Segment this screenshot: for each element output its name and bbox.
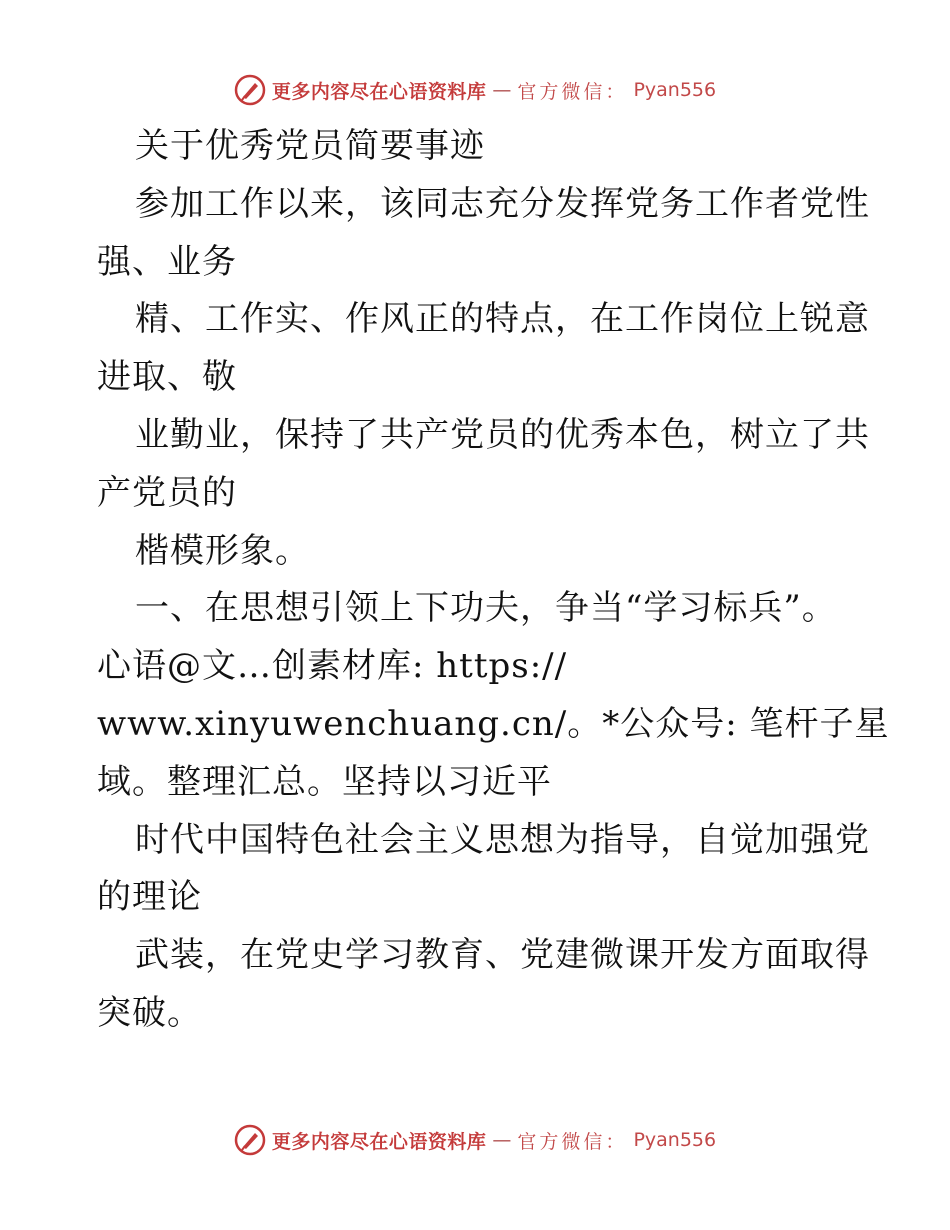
text-line: 时代中国特色社会主义思想为指导，自觉加强党 <box>135 819 870 860</box>
quill-pen-logo-icon <box>234 74 266 106</box>
watermark-wechat-id: Pyan556 <box>633 79 717 101</box>
text-line: 的理论 <box>97 877 202 918</box>
watermark-main-text: 更多内容尽在心语资料库 <box>271 1130 487 1153</box>
watermark-main-text: 更多内容尽在心语资料库 <box>271 80 487 103</box>
text-line: 业勤业，保持了共产党员的优秀本色，树立了共 <box>135 414 870 455</box>
text-line: 楷模形象。 <box>135 530 310 571</box>
header-watermark <box>0 72 950 108</box>
quill-pen-logo-icon <box>234 1124 266 1156</box>
document-title: 关于优秀党员简要事迹 <box>135 126 485 166</box>
text-line: 突破。 <box>97 992 202 1033</box>
text-line: 参加工作以来，该同志充分发挥党务工作者党性 <box>135 183 870 224</box>
document-body <box>97 118 890 1043</box>
section-heading: 一、在思想引领上下功夫，争当“学习标兵”。 <box>135 588 837 629</box>
watermark-wechat-id: Pyan556 <box>633 1129 717 1151</box>
text-line: www.xinyuwenchuang.cn/。*公众号: 笔杆子星 <box>97 703 890 744</box>
text-line: 产党员的 <box>97 472 237 513</box>
text-line: 精、工作实、作风正的特点，在工作岗位上锐意 <box>135 299 870 340</box>
text-line: 强、业务 <box>97 241 237 282</box>
watermark-dash: — <box>492 79 512 101</box>
footer-watermark <box>0 1122 950 1158</box>
watermark-dash: — <box>492 1129 512 1151</box>
text-line: 武装，在党史学习教育、党建微课开发方面取得 <box>135 935 870 976</box>
text-line: 域。整理汇总。坚持以习近平 <box>97 761 552 802</box>
watermark-wechat-label: 官方微信： <box>517 80 628 103</box>
text-line: 进取、敬 <box>97 357 237 398</box>
watermark-wechat-label: 官方微信： <box>517 1130 628 1153</box>
text-line: 心语@文…创素材库: https:// <box>97 646 568 687</box>
